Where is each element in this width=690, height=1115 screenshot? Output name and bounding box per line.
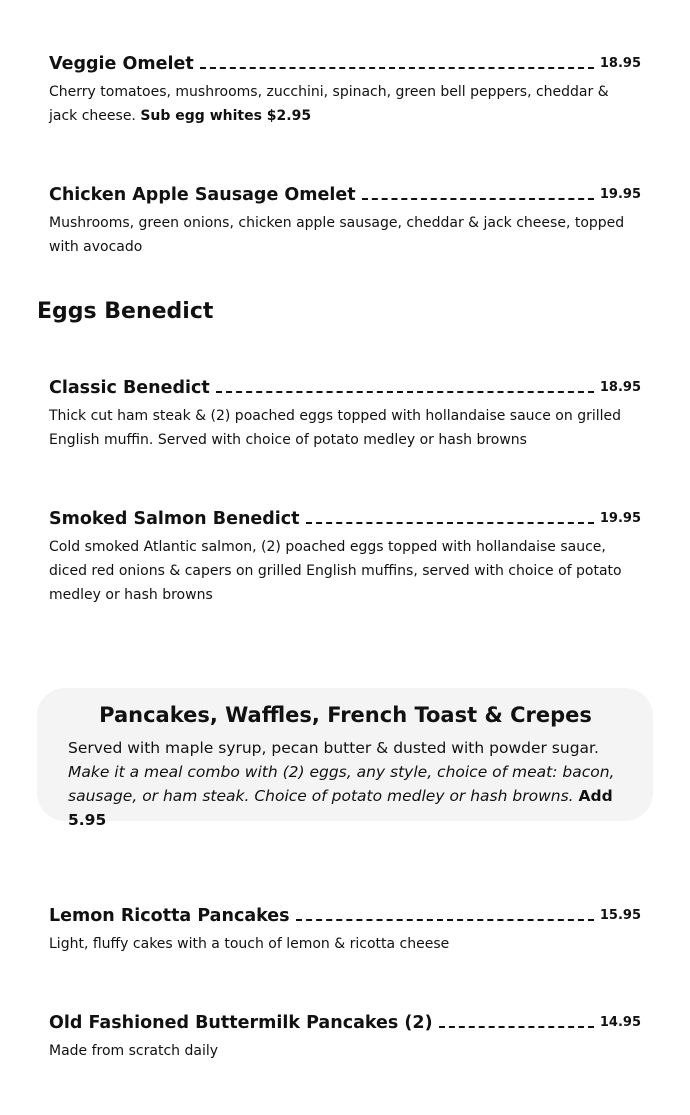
item-name: Smoked Salmon Benedict <box>49 509 300 529</box>
menu-item-chicken-apple-sausage-omelet <box>49 180 641 259</box>
callout-combo-note: Make it a meal combo with (2) eggs, any style, choice of meat: bacon, sausage, or ham steak. Choice of potato medley or hash browns. Add 5.95 <box>68 763 615 829</box>
section-title-eggs-benedict: Eggs Benedict <box>37 299 214 324</box>
item-description: Made from scratch daily <box>49 1043 219 1059</box>
menu-item-buttermilk-pancakes <box>49 1008 641 1063</box>
item-name: Chicken Apple Sausage Omelet <box>49 185 356 205</box>
pancakes-info-callout <box>37 688 653 829</box>
item-price: 18.95 <box>599 56 641 71</box>
menu-item-lemon-ricotta-pancakes <box>49 901 641 956</box>
item-name: Classic Benedict <box>49 378 210 398</box>
dotted-leader <box>200 67 594 69</box>
dotted-leader <box>296 919 594 921</box>
item-price: 14.95 <box>599 1015 641 1030</box>
item-description: Cherry tomatoes, mushrooms, zucchini, spinach, green bell peppers, cheddar & jack cheese. Sub egg whites $2.95 <box>49 84 609 124</box>
dotted-leader <box>216 391 594 393</box>
dotted-leader <box>439 1026 594 1028</box>
callout-addon-price: Add 5.95 <box>68 787 613 829</box>
callout-description: Served with maple syrup, pecan butter & dusted with powder sugar. <box>68 739 599 757</box>
item-price: 15.95 <box>599 908 641 923</box>
item-price: 19.95 <box>599 511 641 526</box>
item-description: Light, fluffy cakes with a touch of lemon & ricotta cheese <box>49 936 450 952</box>
menu-item-smoked-salmon-benedict <box>49 504 641 607</box>
item-name: Old Fashioned Buttermilk Pancakes (2) <box>49 1013 433 1033</box>
item-price: 19.95 <box>599 187 641 202</box>
item-description: Cold smoked Atlantic salmon, (2) poached eggs topped with hollandaise sauce, diced red onions & capers on grilled English muffins, served with choice of potato medley or hash browns <box>49 539 622 603</box>
item-name: Veggie Omelet <box>49 54 194 74</box>
item-name: Lemon Ricotta Pancakes <box>49 906 290 926</box>
dotted-leader <box>362 198 594 200</box>
item-description: Thick cut ham steak & (2) poached eggs topped with hollandaise sauce on grilled English muffin. Served with choice of potato medley or hash browns <box>49 408 622 448</box>
menu-item-classic-benedict <box>49 373 641 452</box>
menu-item-veggie-omelet <box>49 49 641 128</box>
callout-title: Pancakes, Waffles, French Toast & Crepes <box>99 703 592 727</box>
dotted-leader <box>306 522 594 524</box>
item-note: Sub egg whites $2.95 <box>140 108 312 124</box>
item-description: Mushrooms, green onions, chicken apple sausage, cheddar & jack cheese, topped with avocado <box>49 215 625 255</box>
item-price: 18.95 <box>599 380 641 395</box>
